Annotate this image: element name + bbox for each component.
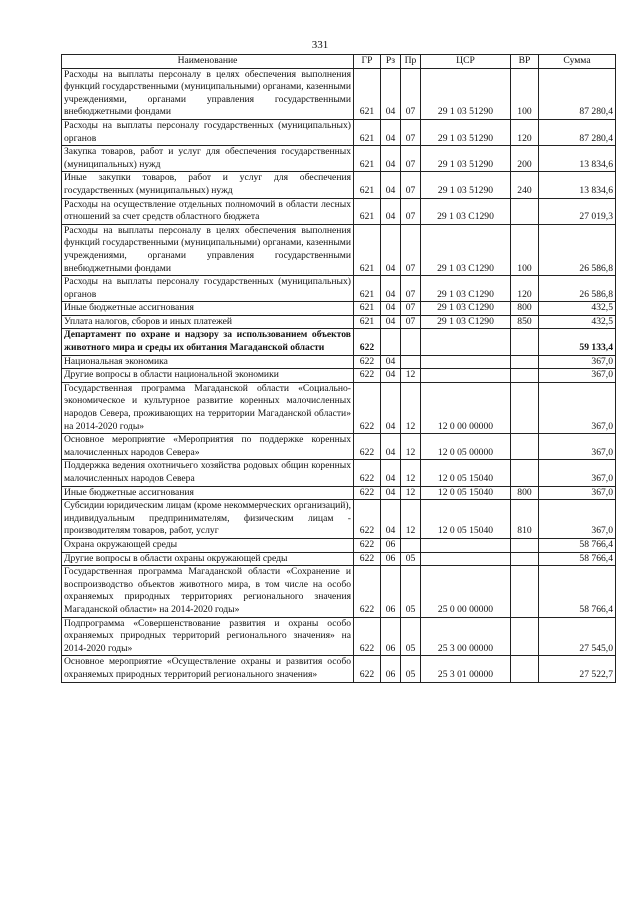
cell-name: Поддержка ведения охотничьего хозяйства родовых общин коренных малочисленных народов Севера bbox=[62, 460, 354, 486]
cell-vr bbox=[511, 329, 539, 355]
cell-name: Расходы на выплаты персоналу государственных (муниципальных) органов bbox=[62, 119, 354, 145]
cell-vr: 810 bbox=[511, 500, 539, 539]
cell-gr: 622 bbox=[354, 617, 381, 656]
cell-vr bbox=[511, 566, 539, 617]
cell-vr: 200 bbox=[511, 146, 539, 172]
cell-sum: 58 766,4 bbox=[539, 566, 616, 617]
cell-rz: 04 bbox=[381, 146, 401, 172]
cell-sum: 26 586,8 bbox=[539, 276, 616, 302]
table-row bbox=[62, 119, 616, 145]
cell-sum: 59 133,4 bbox=[539, 329, 616, 355]
cell-vr bbox=[511, 434, 539, 460]
cell-sum: 367,0 bbox=[539, 369, 616, 383]
cell-name: Национальная экономика bbox=[62, 355, 354, 369]
page-number: 331 bbox=[311, 39, 329, 51]
cell-rz: 04 bbox=[381, 382, 401, 433]
cell-name: Другие вопросы в области охраны окружающей среды bbox=[62, 552, 354, 566]
cell-gr: 622 bbox=[354, 538, 381, 552]
table-row bbox=[62, 552, 616, 566]
cell-pr: 05 bbox=[401, 566, 421, 617]
cell-name: Другие вопросы в области национальной экономики bbox=[62, 369, 354, 383]
header-name: Наименование bbox=[62, 55, 354, 69]
cell-pr: 07 bbox=[401, 68, 421, 119]
cell-pr: 07 bbox=[401, 276, 421, 302]
table-row bbox=[62, 315, 616, 329]
cell-gr: 621 bbox=[354, 172, 381, 198]
cell-pr: 12 bbox=[401, 486, 421, 500]
cell-pr: 07 bbox=[401, 172, 421, 198]
cell-pr: 12 bbox=[401, 500, 421, 539]
cell-gr: 621 bbox=[354, 119, 381, 145]
cell-name: Основное мероприятие «Мероприятия по поддержке коренных малочисленных народов Севера» bbox=[62, 434, 354, 460]
cell-vr: 800 bbox=[511, 302, 539, 316]
cell-gr: 622 bbox=[354, 434, 381, 460]
cell-gr: 622 bbox=[354, 460, 381, 486]
cell-rz: 04 bbox=[381, 315, 401, 329]
table-row bbox=[62, 329, 616, 355]
cell-pr: 12 bbox=[401, 369, 421, 383]
cell-pr: 12 bbox=[401, 460, 421, 486]
header-rz: Рз bbox=[381, 55, 401, 69]
cell-pr bbox=[401, 355, 421, 369]
cell-csr: 12 0 00 00000 bbox=[421, 382, 511, 433]
cell-sum: 58 766,4 bbox=[539, 538, 616, 552]
cell-rz: 04 bbox=[381, 68, 401, 119]
cell-gr: 621 bbox=[354, 276, 381, 302]
cell-vr bbox=[511, 617, 539, 656]
cell-vr: 240 bbox=[511, 172, 539, 198]
cell-name: Подпрограмма «Совершенствование развития и охраны особо охраняемых природных территорий регионального значения» на 2014-2020 годы» bbox=[62, 617, 354, 656]
cell-rz: 06 bbox=[381, 617, 401, 656]
table-row bbox=[62, 656, 616, 682]
cell-sum: 367,0 bbox=[539, 382, 616, 433]
cell-pr: 05 bbox=[401, 552, 421, 566]
cell-name: Уплата налогов, сборов и иных платежей bbox=[62, 315, 354, 329]
cell-name: Государственная программа Магаданской области «Сохранение и воспроизводство объектов животного мира, в том числе на особо охраняемых природных территориях регионального значения Магаданской области» на 2014-2020 годы» bbox=[62, 566, 354, 617]
cell-rz: 04 bbox=[381, 500, 401, 539]
table-row bbox=[62, 486, 616, 500]
cell-csr: 12 0 05 15040 bbox=[421, 486, 511, 500]
cell-csr: 25 3 01 00000 bbox=[421, 656, 511, 682]
cell-gr: 622 bbox=[354, 382, 381, 433]
cell-pr: 12 bbox=[401, 382, 421, 433]
cell-name: Расходы на выплаты персоналу в целях обеспечения выполнения функций государственными (муниципальными) органами, казенными учреждениями, органами управления государственными внебюджетными фондами bbox=[62, 224, 354, 275]
cell-pr: 07 bbox=[401, 224, 421, 275]
cell-rz: 04 bbox=[381, 434, 401, 460]
cell-csr: 12 0 05 00000 bbox=[421, 434, 511, 460]
cell-vr: 100 bbox=[511, 68, 539, 119]
cell-sum: 13 834,6 bbox=[539, 146, 616, 172]
cell-vr bbox=[511, 552, 539, 566]
cell-sum: 432,5 bbox=[539, 315, 616, 329]
table-row bbox=[62, 68, 616, 119]
cell-rz: 06 bbox=[381, 552, 401, 566]
cell-gr: 622 bbox=[354, 329, 381, 355]
cell-name: Расходы на осуществление отдельных полномочий в области лесных отношений за счет средств областного бюджета bbox=[62, 198, 354, 224]
header-vr: ВР bbox=[511, 55, 539, 69]
cell-name: Государственная программа Магаданской области «Социально-экономическое и культурное развитие коренных малочисленных народов Севера, проживающих на территории Магаданской области» на 2014-2020 годы» bbox=[62, 382, 354, 433]
cell-vr: 120 bbox=[511, 276, 539, 302]
cell-sum: 367,0 bbox=[539, 355, 616, 369]
cell-rz: 04 bbox=[381, 302, 401, 316]
table-row bbox=[62, 369, 616, 383]
cell-sum: 367,0 bbox=[539, 486, 616, 500]
cell-name: Иные закупки товаров, работ и услуг для обеспечения государственных (муниципальных) нужд bbox=[62, 172, 354, 198]
cell-name: Расходы на выплаты персоналу в целях обеспечения выполнения функций государственными (муниципальными) органами, казенными учреждениями, органами управления государственными внебюджетными фондами bbox=[62, 68, 354, 119]
table-row bbox=[62, 500, 616, 539]
cell-csr: 29 1 03 С1290 bbox=[421, 315, 511, 329]
table-row bbox=[62, 617, 616, 656]
cell-pr bbox=[401, 329, 421, 355]
cell-gr: 621 bbox=[354, 146, 381, 172]
cell-gr: 622 bbox=[354, 369, 381, 383]
cell-pr: 07 bbox=[401, 198, 421, 224]
cell-rz: 04 bbox=[381, 198, 401, 224]
cell-gr: 622 bbox=[354, 500, 381, 539]
cell-name: Иные бюджетные ассигнования bbox=[62, 486, 354, 500]
cell-csr: 29 1 03 51290 bbox=[421, 146, 511, 172]
cell-sum: 367,0 bbox=[539, 500, 616, 539]
cell-csr bbox=[421, 369, 511, 383]
cell-sum: 27 019,3 bbox=[539, 198, 616, 224]
cell-sum: 367,0 bbox=[539, 460, 616, 486]
cell-gr: 621 bbox=[354, 68, 381, 119]
cell-rz: 04 bbox=[381, 460, 401, 486]
cell-rz: 04 bbox=[381, 369, 401, 383]
cell-csr: 29 1 03 С1290 bbox=[421, 224, 511, 275]
cell-sum: 58 766,4 bbox=[539, 552, 616, 566]
cell-sum: 27 522,7 bbox=[539, 656, 616, 682]
cell-rz: 04 bbox=[381, 355, 401, 369]
cell-sum: 367,0 bbox=[539, 434, 616, 460]
cell-csr: 29 1 03 51290 bbox=[421, 68, 511, 119]
cell-pr: 05 bbox=[401, 617, 421, 656]
cell-rz: 04 bbox=[381, 486, 401, 500]
cell-vr bbox=[511, 382, 539, 433]
cell-sum: 87 280,4 bbox=[539, 68, 616, 119]
cell-csr: 29 1 03 51290 bbox=[421, 119, 511, 145]
table-row bbox=[62, 198, 616, 224]
cell-rz: 06 bbox=[381, 538, 401, 552]
cell-pr: 07 bbox=[401, 119, 421, 145]
header-gr: ГР bbox=[354, 55, 381, 69]
cell-name: Департамент по охране и надзору за использованием объектов животного мира и среды их обитания Магаданской области bbox=[62, 329, 354, 355]
cell-gr: 622 bbox=[354, 486, 381, 500]
cell-name: Закупка товаров, работ и услуг для обеспечения государственных (муниципальных) нужд bbox=[62, 146, 354, 172]
cell-vr: 850 bbox=[511, 315, 539, 329]
cell-pr: 07 bbox=[401, 315, 421, 329]
budget-table bbox=[61, 54, 616, 683]
cell-csr bbox=[421, 552, 511, 566]
cell-csr: 25 0 00 00000 bbox=[421, 566, 511, 617]
table-row bbox=[62, 146, 616, 172]
header-csr: ЦСР bbox=[421, 55, 511, 69]
cell-vr bbox=[511, 656, 539, 682]
cell-sum: 87 280,4 bbox=[539, 119, 616, 145]
cell-sum: 26 586,8 bbox=[539, 224, 616, 275]
table-row bbox=[62, 538, 616, 552]
cell-gr: 621 bbox=[354, 302, 381, 316]
cell-csr: 29 1 03 С1290 bbox=[421, 198, 511, 224]
cell-name: Расходы на выплаты персоналу государственных (муниципальных) органов bbox=[62, 276, 354, 302]
cell-sum: 27 545,0 bbox=[539, 617, 616, 656]
cell-sum: 432,5 bbox=[539, 302, 616, 316]
header-pr: Пр bbox=[401, 55, 421, 69]
cell-name: Основное мероприятие «Осуществление охраны и развития особо охраняемых природных территорий регионального значения» bbox=[62, 656, 354, 682]
cell-gr: 622 bbox=[354, 656, 381, 682]
table-row bbox=[62, 382, 616, 433]
cell-pr bbox=[401, 538, 421, 552]
cell-vr bbox=[511, 198, 539, 224]
cell-pr: 05 bbox=[401, 656, 421, 682]
cell-gr: 622 bbox=[354, 566, 381, 617]
cell-gr: 621 bbox=[354, 315, 381, 329]
table-header-row bbox=[62, 55, 616, 69]
cell-sum: 13 834,6 bbox=[539, 172, 616, 198]
cell-name: Субсидии юридическим лицам (кроме некоммерческих организаций), индивидуальным предпринимателям, физическим лицам - производителям товаров, работ, услуг bbox=[62, 500, 354, 539]
cell-rz: 06 bbox=[381, 566, 401, 617]
cell-gr: 622 bbox=[354, 355, 381, 369]
cell-csr: 12 0 05 15040 bbox=[421, 460, 511, 486]
table-row bbox=[62, 434, 616, 460]
cell-vr bbox=[511, 538, 539, 552]
cell-vr bbox=[511, 460, 539, 486]
cell-gr: 621 bbox=[354, 224, 381, 275]
table-row bbox=[62, 172, 616, 198]
cell-vr: 800 bbox=[511, 486, 539, 500]
cell-csr bbox=[421, 355, 511, 369]
cell-vr bbox=[511, 355, 539, 369]
cell-gr: 621 bbox=[354, 198, 381, 224]
cell-csr: 25 3 00 00000 bbox=[421, 617, 511, 656]
cell-rz: 04 bbox=[381, 119, 401, 145]
cell-rz: 04 bbox=[381, 172, 401, 198]
cell-rz bbox=[381, 329, 401, 355]
table-row bbox=[62, 276, 616, 302]
cell-rz: 04 bbox=[381, 276, 401, 302]
cell-pr: 07 bbox=[401, 146, 421, 172]
cell-csr: 29 1 03 С1290 bbox=[421, 302, 511, 316]
table-body bbox=[62, 68, 616, 682]
cell-vr: 100 bbox=[511, 224, 539, 275]
cell-csr: 29 1 03 С1290 bbox=[421, 276, 511, 302]
cell-rz: 04 bbox=[381, 224, 401, 275]
cell-pr: 12 bbox=[401, 434, 421, 460]
table-row bbox=[62, 460, 616, 486]
cell-vr: 120 bbox=[511, 119, 539, 145]
table-row bbox=[62, 224, 616, 275]
cell-csr bbox=[421, 329, 511, 355]
table-row bbox=[62, 566, 616, 617]
cell-name: Иные бюджетные ассигнования bbox=[62, 302, 354, 316]
cell-csr: 12 0 05 15040 bbox=[421, 500, 511, 539]
cell-pr: 07 bbox=[401, 302, 421, 316]
cell-vr bbox=[511, 369, 539, 383]
cell-csr bbox=[421, 538, 511, 552]
header-sum: Сумма bbox=[539, 55, 616, 69]
table-row bbox=[62, 355, 616, 369]
cell-rz: 06 bbox=[381, 656, 401, 682]
cell-gr: 622 bbox=[354, 552, 381, 566]
cell-csr: 29 1 03 51290 bbox=[421, 172, 511, 198]
table-row bbox=[62, 302, 616, 316]
cell-name: Охрана окружающей среды bbox=[62, 538, 354, 552]
